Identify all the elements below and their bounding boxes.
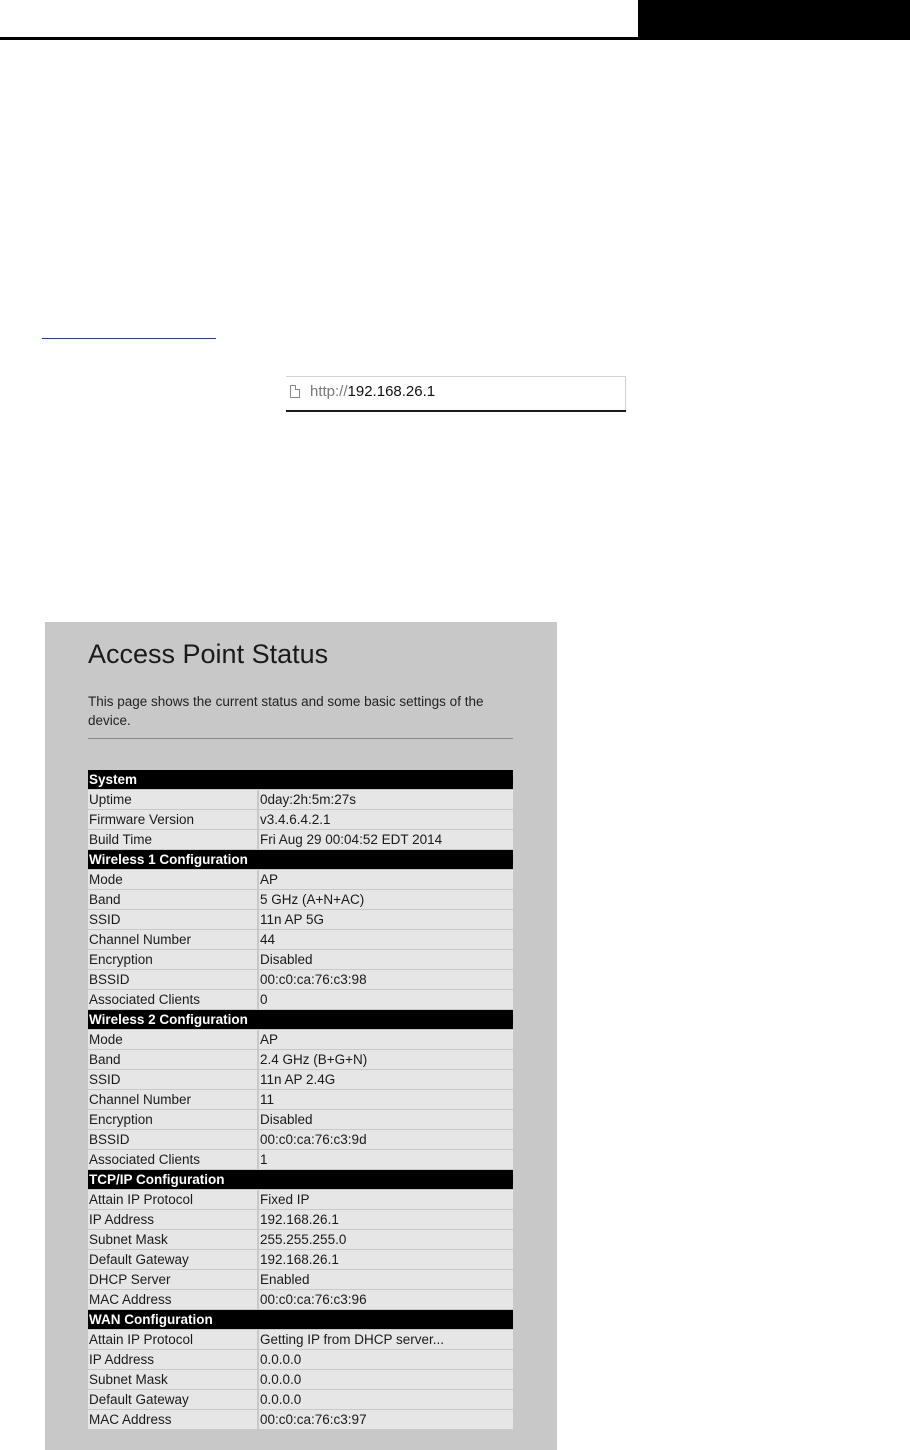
page-icon bbox=[290, 385, 300, 398]
row-value: Disabled bbox=[258, 950, 513, 970]
url-scheme: http:// bbox=[310, 383, 348, 400]
row-label: SSID bbox=[88, 910, 258, 930]
table-row bbox=[88, 890, 513, 910]
table-row bbox=[88, 1050, 513, 1070]
url-host: 192.168.26.1 bbox=[347, 383, 436, 400]
row-value: Disabled bbox=[258, 1110, 513, 1130]
row-value: 11n AP 5G bbox=[258, 910, 513, 930]
access-point-status-panel bbox=[45, 622, 557, 1450]
row-label: Default Gateway bbox=[88, 1390, 258, 1410]
row-label: Mode bbox=[88, 870, 258, 890]
row-label: Encryption bbox=[88, 950, 258, 970]
table-row bbox=[88, 1330, 513, 1350]
row-label: Attain IP Protocol bbox=[88, 1330, 258, 1350]
table-row bbox=[88, 1030, 513, 1050]
row-value: 11n AP 2.4G bbox=[258, 1070, 513, 1090]
row-value: v3.4.6.4.2.1 bbox=[258, 810, 513, 830]
table-row bbox=[88, 830, 513, 850]
row-value: 0 bbox=[258, 990, 513, 1010]
row-label: SSID bbox=[88, 1070, 258, 1090]
row-label: Default Gateway bbox=[88, 1250, 258, 1270]
section-header bbox=[88, 850, 513, 870]
divider bbox=[88, 738, 513, 739]
row-label: BSSID bbox=[88, 1130, 258, 1150]
page-title: Access Point Status bbox=[88, 639, 329, 669]
table-row bbox=[88, 1210, 513, 1230]
section-title: Wireless 1 Configuration bbox=[88, 850, 513, 870]
browser-address-bar[interactable] bbox=[286, 376, 626, 412]
table-row bbox=[88, 1290, 513, 1310]
table-row bbox=[88, 1370, 513, 1390]
row-label: Associated Clients bbox=[88, 990, 258, 1010]
row-value: Fri Aug 29 00:04:52 EDT 2014 bbox=[258, 830, 513, 850]
table-row bbox=[88, 1070, 513, 1090]
row-value: 0day:2h:5m:27s bbox=[258, 790, 513, 810]
row-value: 5 GHz (A+N+AC) bbox=[258, 890, 513, 910]
address-bar-underline bbox=[286, 410, 626, 412]
row-label: Build Time bbox=[88, 830, 258, 850]
table-row bbox=[88, 1410, 513, 1430]
row-label: Band bbox=[88, 1050, 258, 1070]
row-value: 255.255.255.0 bbox=[258, 1230, 513, 1250]
row-label: Subnet Mask bbox=[88, 1370, 258, 1390]
table-row bbox=[88, 970, 513, 990]
page-description: This page shows the current status and some basic settings of the device. bbox=[88, 694, 484, 728]
row-label: IP Address bbox=[88, 1350, 258, 1370]
table-row bbox=[88, 1090, 513, 1110]
section-title: WAN Configuration bbox=[88, 1310, 513, 1330]
row-label: Band bbox=[88, 890, 258, 910]
header-rule bbox=[0, 37, 910, 40]
row-label: Associated Clients bbox=[88, 1150, 258, 1170]
row-value: 00:c0:ca:76:c3:97 bbox=[258, 1410, 513, 1430]
row-value: 2.4 GHz (B+G+N) bbox=[258, 1050, 513, 1070]
row-value: 192.168.26.1 bbox=[258, 1210, 513, 1230]
row-label: MAC Address bbox=[88, 1410, 258, 1430]
header-tab bbox=[638, 0, 910, 38]
row-value: 192.168.26.1 bbox=[258, 1250, 513, 1270]
table-row bbox=[88, 1150, 513, 1170]
row-label: Channel Number bbox=[88, 1090, 258, 1110]
table-row bbox=[88, 1250, 513, 1270]
row-label: Uptime bbox=[88, 790, 258, 810]
row-label: Subnet Mask bbox=[88, 1230, 258, 1250]
table-row bbox=[88, 910, 513, 930]
section-header bbox=[88, 1170, 513, 1190]
row-label: DHCP Server bbox=[88, 1270, 258, 1290]
table-row bbox=[88, 870, 513, 890]
row-label: IP Address bbox=[88, 1210, 258, 1230]
row-label: BSSID bbox=[88, 970, 258, 990]
table-row bbox=[88, 1230, 513, 1250]
row-label: Firmware Version bbox=[88, 810, 258, 830]
row-value: AP bbox=[258, 1030, 513, 1050]
table-row bbox=[88, 1190, 513, 1210]
row-value: 00:c0:ca:76:c3:96 bbox=[258, 1290, 513, 1310]
url-input[interactable] bbox=[310, 383, 435, 401]
row-value: Fixed IP bbox=[258, 1190, 513, 1210]
row-label: Channel Number bbox=[88, 930, 258, 950]
table-row bbox=[88, 1390, 513, 1410]
row-value: 0.0.0.0 bbox=[258, 1390, 513, 1410]
table-row bbox=[88, 790, 513, 810]
table-row bbox=[88, 990, 513, 1010]
row-value: 00:c0:ca:76:c3:98 bbox=[258, 970, 513, 990]
status-table bbox=[88, 770, 513, 1430]
row-value: 0.0.0.0 bbox=[258, 1350, 513, 1370]
row-label: Attain IP Protocol bbox=[88, 1190, 258, 1210]
row-value: 1 bbox=[258, 1150, 513, 1170]
row-value: 00:c0:ca:76:c3:9d bbox=[258, 1130, 513, 1150]
link-underline[interactable] bbox=[42, 338, 216, 339]
row-label: Mode bbox=[88, 1030, 258, 1050]
row-value: 44 bbox=[258, 930, 513, 950]
section-title: System bbox=[88, 770, 513, 790]
table-row bbox=[88, 1350, 513, 1370]
table-row bbox=[88, 1110, 513, 1130]
row-value: AP bbox=[258, 870, 513, 890]
section-header bbox=[88, 1010, 513, 1030]
row-value: 0.0.0.0 bbox=[258, 1370, 513, 1390]
table-row bbox=[88, 810, 513, 830]
section-header bbox=[88, 1310, 513, 1330]
row-label: Encryption bbox=[88, 1110, 258, 1130]
row-value: Enabled bbox=[258, 1270, 513, 1290]
table-row bbox=[88, 930, 513, 950]
row-value: 11 bbox=[258, 1090, 513, 1110]
table-row bbox=[88, 950, 513, 970]
section-title: TCP/IP Configuration bbox=[88, 1170, 513, 1190]
section-title: Wireless 2 Configuration bbox=[88, 1010, 513, 1030]
address-bar-edge bbox=[625, 377, 626, 412]
table-row bbox=[88, 1270, 513, 1290]
row-value: Getting IP from DHCP server... bbox=[258, 1330, 513, 1350]
section-header bbox=[88, 770, 513, 790]
table-row bbox=[88, 1130, 513, 1150]
row-label: MAC Address bbox=[88, 1290, 258, 1310]
